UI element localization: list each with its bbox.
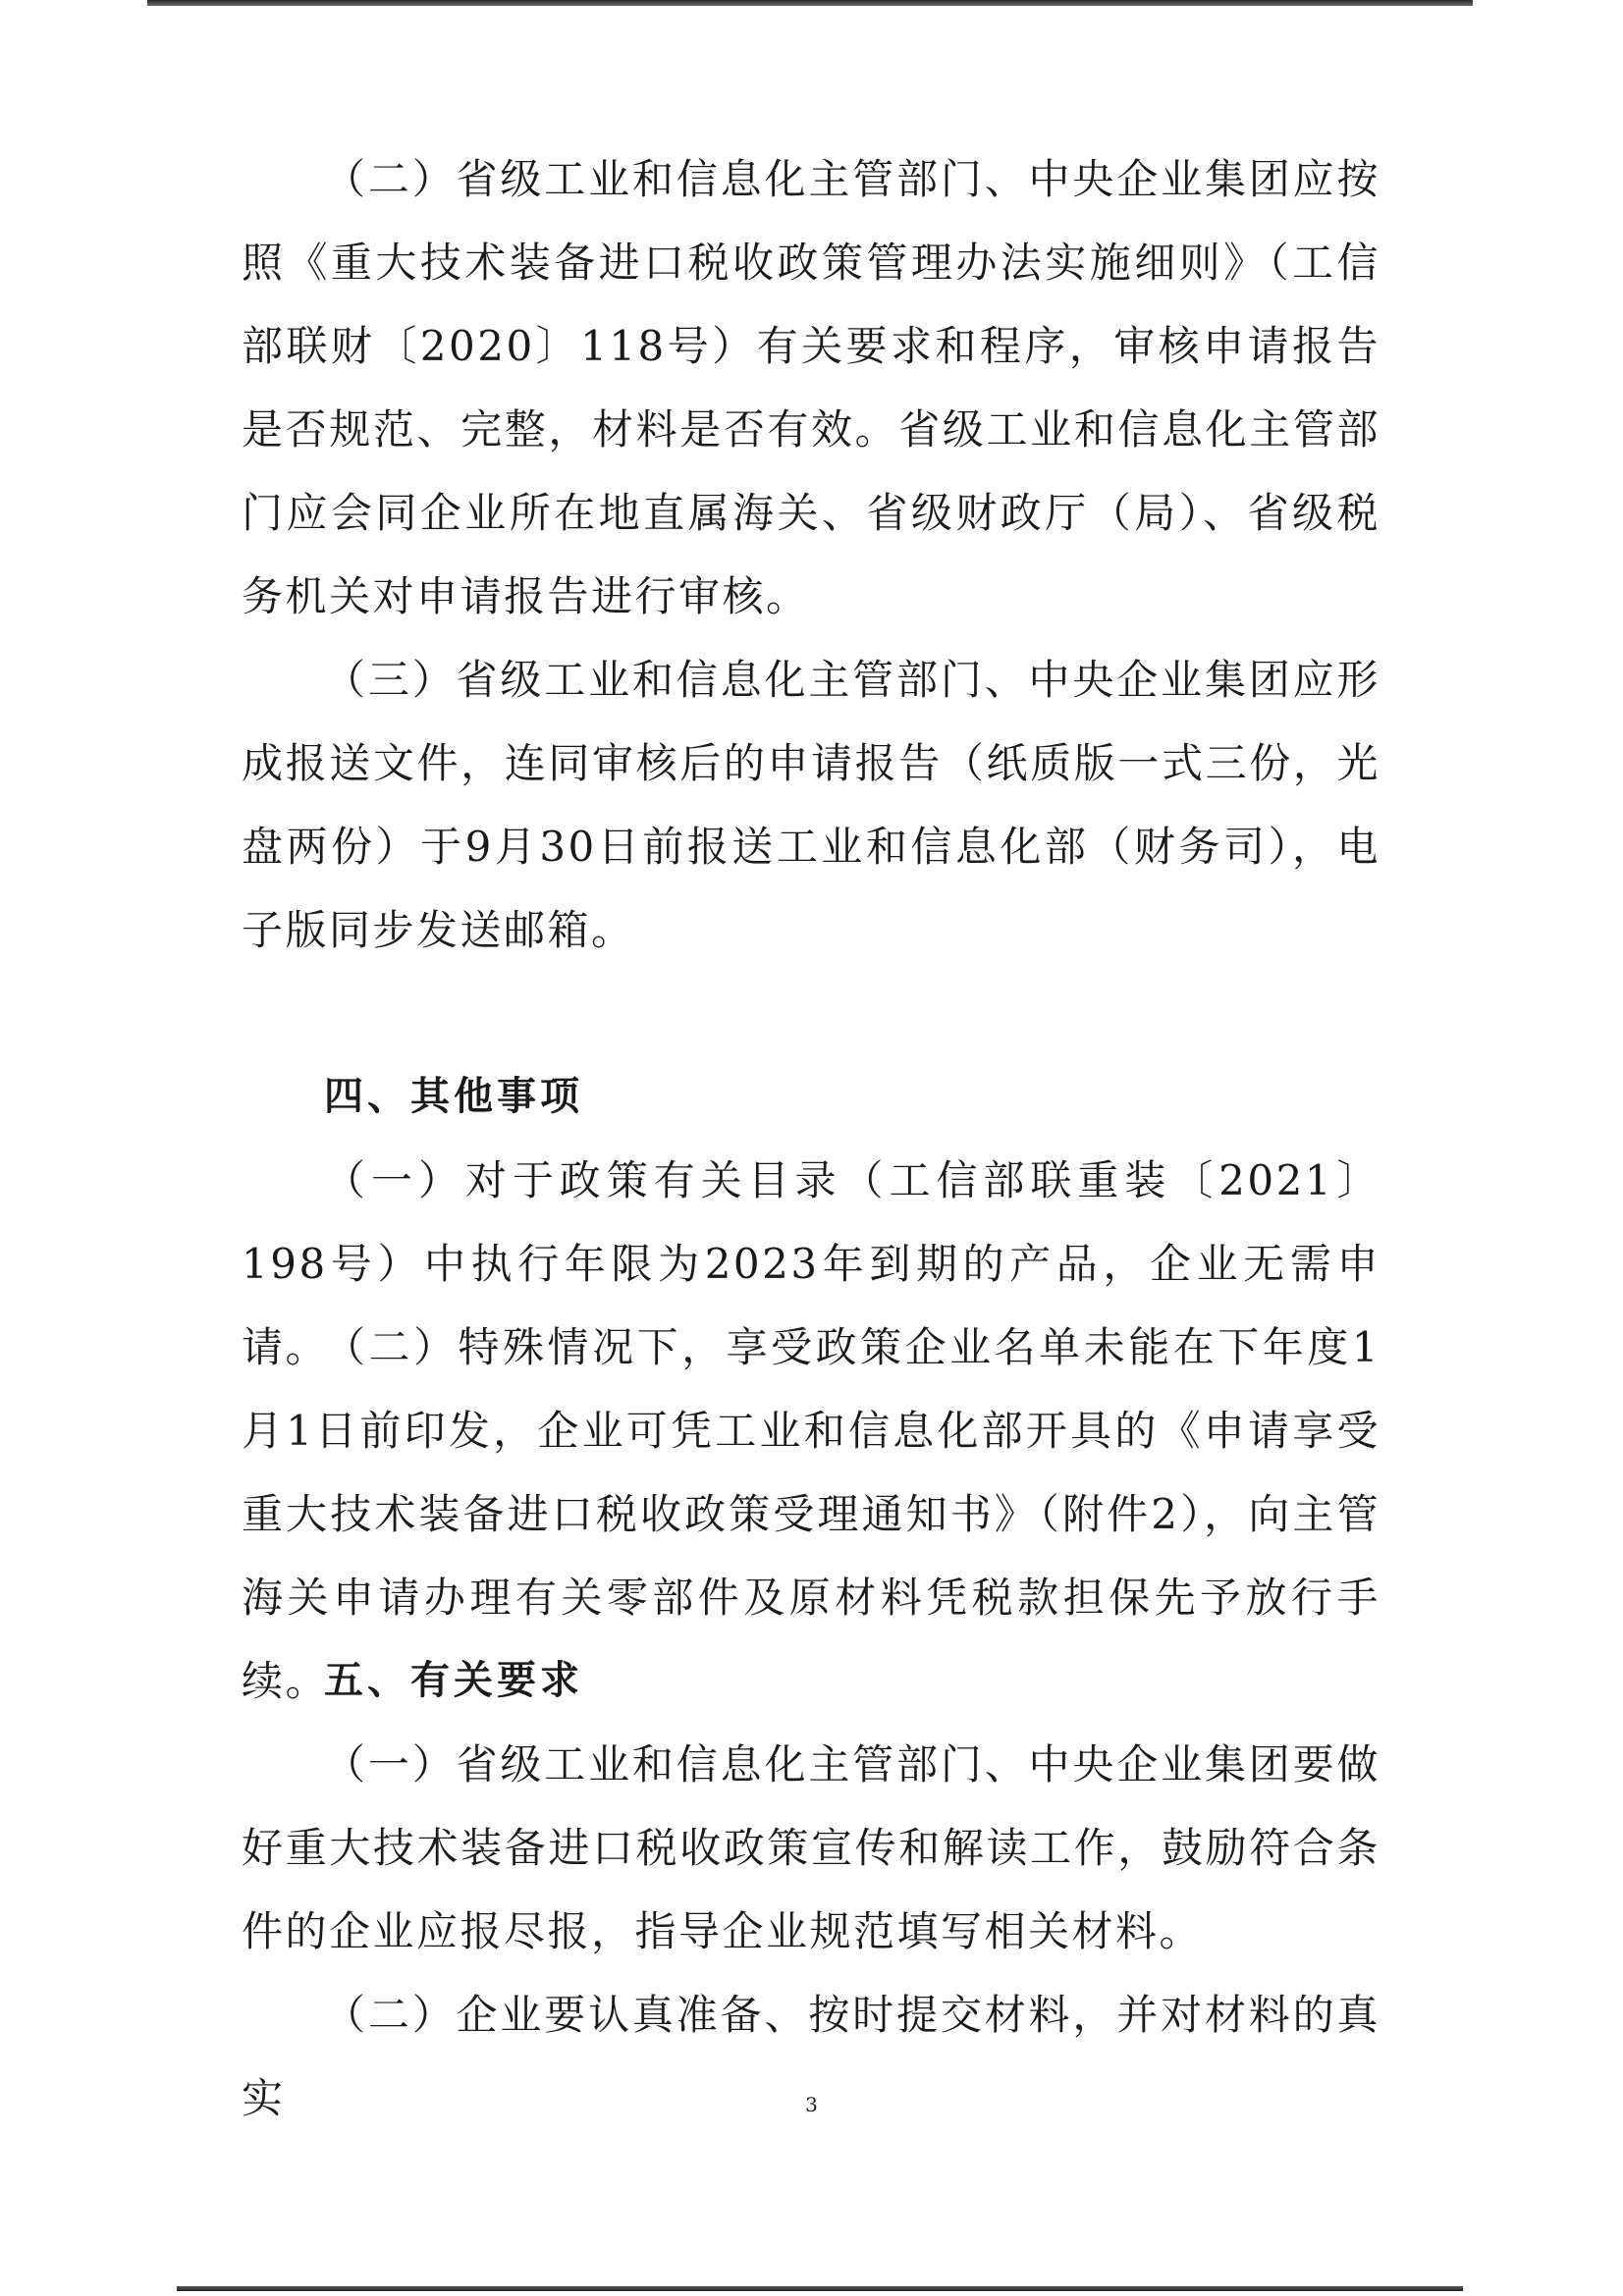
paragraph-submission-deadline: （三）省级工业和信息化主管部门、中央企业集团应形成报送文件，连同审核后的申请报告（纸质版一式三份，光盘两份）于9月30日前报送工业和信息化部（财务司），电子版同步发送邮箱。 [242, 656, 1380, 954]
scan-edge-top [147, 0, 1473, 6]
paragraph-enterprise-preparation: （二）企业要认真准备、按时提交材料，并对材料的真实 [242, 1991, 1380, 2122]
paragraph-policy-promotion: （一）省级工业和信息化主管部门、中央企业集团要做好重大技术装备进口税收政策宣传和解读工作，鼓励符合条件的企业应报尽报，指导企业规范填写相关材料。 [242, 1740, 1380, 1955]
paragraph-catalog-expiry: （一）对于政策有关目录（工信部联重装〔2021〕198号）中执行年限为2023年到期的产品，企业无需申请。 [242, 1156, 1380, 1371]
paragraph-review-requirements: （二）省级工业和信息化主管部门、中央企业集团应按照《重大技术装备进口税收政策管理办法实施细则》（工信部联财〔2020〕118号）有关要求和程序，审核申请报告是否规范、完整，材料是否有效。省级工业和信息化主管部门应会同企业所在地直属海关、省级财政厅（局）、省级税务机关对申请报告进行审核。 [242, 155, 1380, 620]
scan-edge-bottom [177, 2286, 1463, 2291]
section-heading-requirements: 五、有关要求 [324, 1658, 583, 1703]
paragraph-special-circumstances: （二）特殊情况下，享受政策企业名单未能在下年度1月1日前印发，企业可凭工业和信息化部开具的《申请享受重大技术装备进口税收政策受理通知书》（附件2），向主管海关申请办理有关零部件及原材料凭税款担保先予放行手续。 [242, 1323, 1380, 1705]
page-number: 3 [805, 2093, 818, 2116]
section-heading-other-matters: 四、其他事项 [324, 1074, 583, 1119]
